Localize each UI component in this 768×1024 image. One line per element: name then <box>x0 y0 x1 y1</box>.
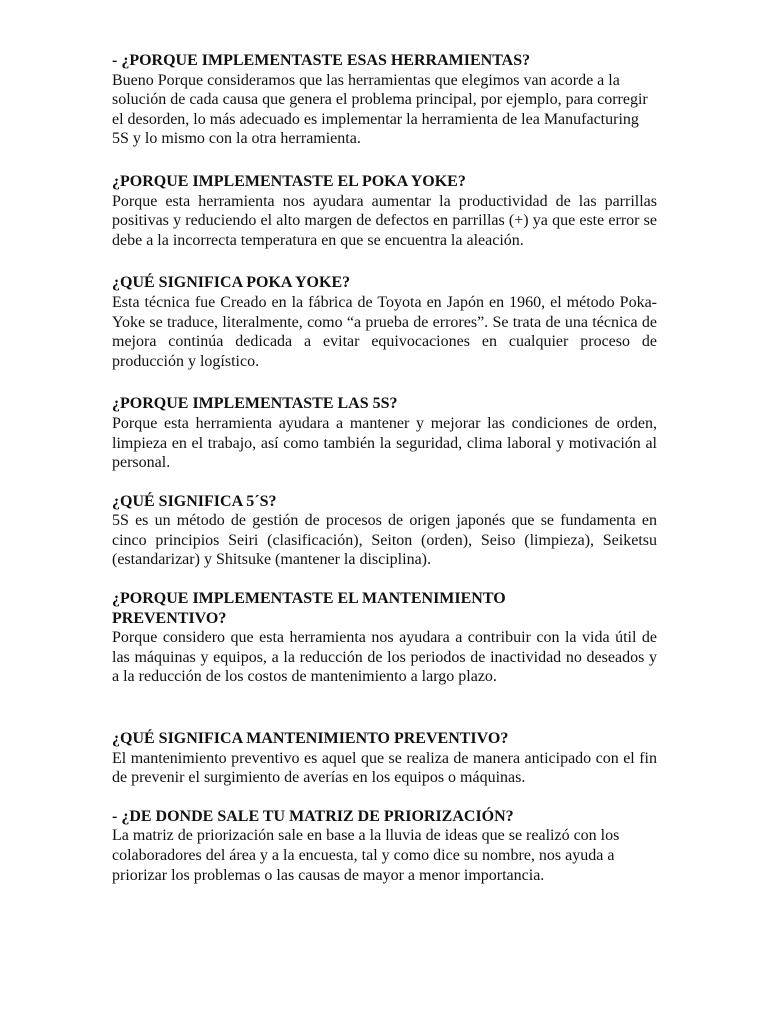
answer-paragraph: Bueno Porque consideramos que las herramientas que elegimos van acorde a la solución de cada causa que genera el problema principal, por ejemplo, para corregir el desorden, lo más adecuado es implementar la herramienta de lea Manufacturing 5S y lo mismo con la otra herramienta. <box>112 71 648 148</box>
spacer <box>112 250 657 273</box>
spacer <box>112 570 657 589</box>
qa-section-poka-yoke-meaning <box>112 273 657 371</box>
answer-paragraph: Porque esta herramienta nos ayudara aumentar la productividad de las parrillas positivas y reduciendo el alto margen de defectos en parrillas (+) ya que este error se debe a la incorrecta temperatura en que se encuentra la aleación. <box>112 192 657 249</box>
spacer <box>112 149 657 172</box>
spacer <box>112 687 657 729</box>
question-heading: - ¿DE DONDE SALE TU MATRIZ DE PRIORIZACIÓN? <box>112 807 514 825</box>
answer-paragraph: El mantenimiento preventivo es aquel que se realiza de manera anticipado con el fin de prevenir el surgimiento de averías en los equipos o máquinas. <box>112 749 657 787</box>
question-heading: ¿PORQUE IMPLEMENTASTE EL MANTENIMIENTO PREVENTIVO? <box>112 590 506 627</box>
spacer <box>112 473 657 492</box>
question-heading: ¿PORQUE IMPLEMENTASTE EL POKA YOKE? <box>112 172 466 190</box>
document-page <box>112 51 657 885</box>
question-heading: ¿QUÉ SIGNIFICA POKA YOKE? <box>112 274 351 292</box>
qa-section-herramientas <box>112 51 657 149</box>
question-heading: - ¿PORQUE IMPLEMENTASTE ESAS HERRAMIENTAS? <box>112 52 531 69</box>
answer-paragraph: Porque esta herramienta ayudara a mantener y mejorar las condiciones de orden, limpieza en el trabajo, así como también la seguridad, clima laboral y motivación al personal. <box>112 414 657 472</box>
question-heading: ¿PORQUE IMPLEMENTASTE LAS 5S? <box>112 395 398 413</box>
qa-section-5s-why <box>112 394 657 472</box>
spacer <box>112 788 657 807</box>
qa-section-mantenimiento-why <box>112 589 657 687</box>
answer-paragraph: 5S es un método de gestión de procesos de origen japonés que se fundamenta en cinco principios Seiri (clasificación), Seiton (orden), Seiso (limpieza), Seiketsu (estandarizar) y Shitsuke (mantener la disciplina). <box>112 512 657 569</box>
answer-paragraph: La matriz de priorización sale en base a la lluvia de ideas que se realizó con los colaboradores del área y a la encuesta, tal y como dice su nombre, nos ayuda a priorizar los problemas o las causas de mayor a menor importancia. <box>112 827 620 884</box>
spacer <box>112 371 657 394</box>
question-heading: ¿QUÉ SIGNIFICA 5´S? <box>112 492 277 510</box>
answer-paragraph: Porque considero que esta herramienta nos ayudara a contribuir con la vida útil de las máquinas y equipos, a la reducción de los periodos de inactividad no deseados y a la reducción de los costos de mantenimiento a largo plazo. <box>112 629 657 686</box>
qa-section-mantenimiento-meaning <box>112 729 657 788</box>
question-heading: ¿QUÉ SIGNIFICA MANTENIMIENTO PREVENTIVO? <box>112 730 509 748</box>
answer-paragraph: Esta técnica fue Creado en la fábrica de Toyota en Japón en 1960, el método Poka-Yoke se traduce, literalmente, como “a prueba de errores”. Se trata de una técnica de mejora continúa dedicada a evitar equivocaciones en cualquier proceso de producción y logístico. <box>112 293 657 370</box>
qa-section-matriz <box>112 807 657 885</box>
qa-section-poka-yoke-why <box>112 172 657 250</box>
qa-section-5s-meaning <box>112 492 657 570</box>
